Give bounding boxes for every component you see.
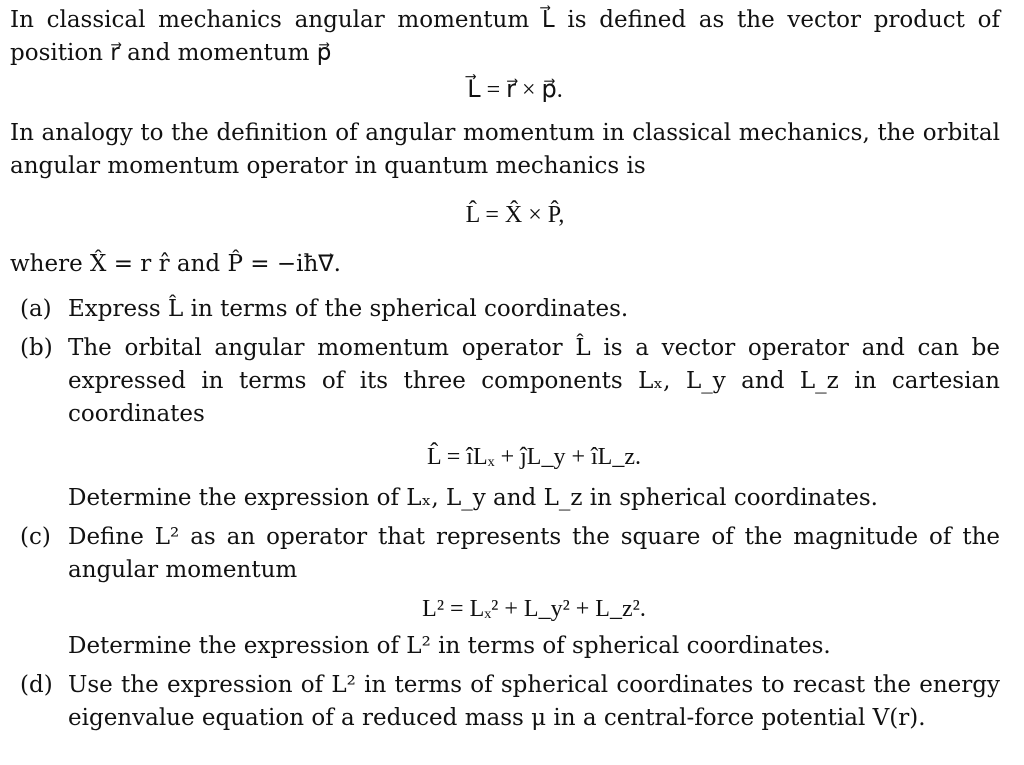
part-d: [10, 669, 1000, 735]
part-c-followup: Determine the expression of L² in terms of spherical coordinates.: [68, 633, 831, 659]
part-d-label: (d): [20, 672, 53, 698]
part-a: [10, 293, 1000, 326]
part-b: [10, 332, 1000, 515]
part-a-label: (a): [20, 296, 52, 322]
part-a-text: Express L̂ in terms of the spherical coordinates.: [68, 296, 629, 322]
part-b-followup: Determine the expression of Lₓ, L_y and L_z in spherical coordinates.: [68, 485, 878, 511]
part-d-text: Use the expression of L² in terms of spherical coordinates to recast the energy eigenvalue equation of a reduced mass μ in a central-force potential V(r).: [68, 672, 1000, 731]
intro-paragraph: In classical mechanics angular momentum L⃗ is defined as the vector product of position r⃗ and momentum p⃗: [10, 7, 1000, 66]
part-c-text: Define L² as an operator that represents the square of the magnitude of the angular momentum: [68, 524, 1000, 583]
part-c-label: (c): [20, 524, 51, 550]
where-definition: where X̂ = r r̂ and P̂ = −iħ∇⃗.: [10, 251, 341, 277]
part-c: [10, 521, 1000, 663]
part-b-label: (b): [20, 335, 53, 361]
operator-equation: L̂ = X̂ × P̂,: [465, 202, 565, 228]
analogy-paragraph: In analogy to the definition of angular momentum in classical mechanics, the orbital angular momentum operator in quantum mechanics is: [10, 120, 1000, 179]
part-b-text: The orbital angular momentum operator L̂ is a vector operator and can be expressed in terms of its three components Lₓ, L_y and L_z in cartesian coordinates: [68, 335, 1000, 427]
classical-angular-momentum-equation: L⃗ = r⃗ × p⃗.: [467, 77, 563, 103]
part-c-equation: L² = Lₓ² + L_y² + L_z².: [422, 596, 646, 622]
problem-document: [10, 4, 1000, 741]
part-b-equation: L̂ = îLₓ + ĵL_y + îL_z.: [427, 444, 641, 470]
